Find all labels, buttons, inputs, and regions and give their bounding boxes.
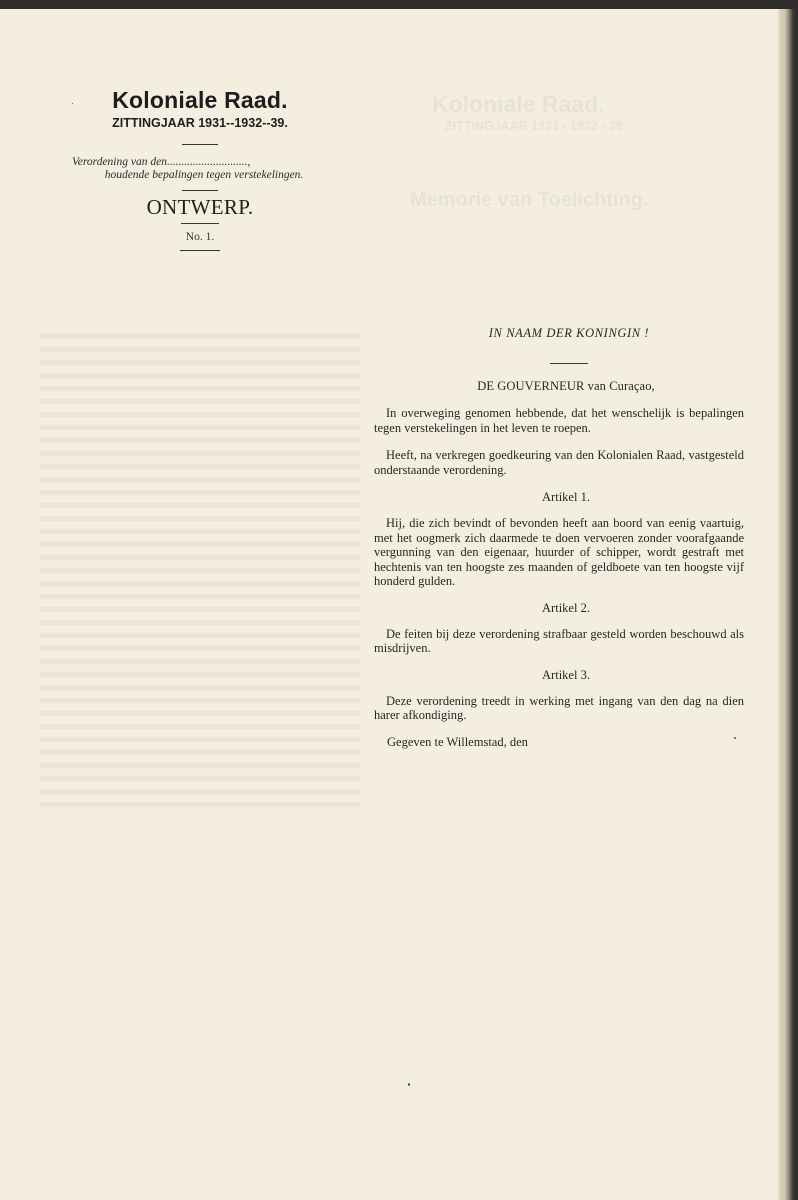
preamble-paragraph-1: In overweging genomen hebbende, dat het wenschelijk is bepalingen tegen verstekelingen in het leven te roepen. xyxy=(374,406,744,435)
article-1-text: Hij, die zich bevindt of bevonden heeft aan boord van eenig vaartuig, met het oogmerk zich daarmede te doen vervoeren zonder voorafgaande vergunning van den eigenaar, huurder of schipper, wordt gestraft met hechtenis van ten hoogste zes maanden of geldboete van ten hoogste vijf honderd gulden. xyxy=(374,516,744,588)
header-rule-2 xyxy=(182,190,218,191)
header-rule-4 xyxy=(180,250,220,251)
scan-top-edge xyxy=(0,0,798,9)
article-3-heading: Artikel 3. xyxy=(542,667,590,682)
scan-speck xyxy=(734,737,736,739)
preamble-paragraph-2: Heeft, na verkregen goedkeuring van den Kolonialen Raad, vastgesteld onderstaande verordening. xyxy=(374,448,744,477)
bleed-through-session: ZITTINGJAAR 1931 - 1932 - 39 xyxy=(445,119,623,133)
governor-line: DE GOUVERNEUR van Curaçao, xyxy=(477,379,655,393)
council-title: Koloniale Raad. xyxy=(112,87,288,113)
header-rule-3 xyxy=(181,223,219,224)
scan-speck xyxy=(408,1083,410,1086)
invocation: IN NAAM DER KONINGIN ! xyxy=(488,326,650,340)
document-number: No. 1. xyxy=(185,231,215,243)
ordinance-subtitle xyxy=(50,156,350,182)
header-rule-1 xyxy=(182,144,218,145)
article-1-heading: Artikel 1. xyxy=(542,490,590,504)
bleed-through-text-lines xyxy=(40,334,360,814)
scan-right-edge xyxy=(780,9,798,1200)
scan-speck xyxy=(72,103,73,104)
session-year: ZITTINGJAAR 1931--1932--39. xyxy=(112,116,288,130)
subtitle-line-1: Verordening van den............................, xyxy=(72,156,251,168)
article-3-text: Deze verordening treedt in werking met ingang van den dag na dien harer afkondiging. xyxy=(374,693,744,722)
bleed-through-heading: Memorie van Toelichting. xyxy=(410,189,649,211)
closing-line: Gegeven te Willemstad, den xyxy=(387,734,528,749)
document-page xyxy=(0,9,780,1200)
subtitle-line-2: houdende bepalingen tegen verstekelingen. xyxy=(104,169,304,181)
article-2-text: De feiten bij deze verordening strafbaar gesteld worden beschouwd als misdrijven. xyxy=(374,626,744,655)
document-header xyxy=(50,81,350,251)
bleed-through-title: Koloniale Raad. xyxy=(432,91,605,117)
draft-label: ONTWERP. xyxy=(146,195,254,219)
ordinance-body xyxy=(374,325,744,750)
article-2-heading: Artikel 2. xyxy=(542,600,590,615)
invocation-rule xyxy=(550,363,588,364)
